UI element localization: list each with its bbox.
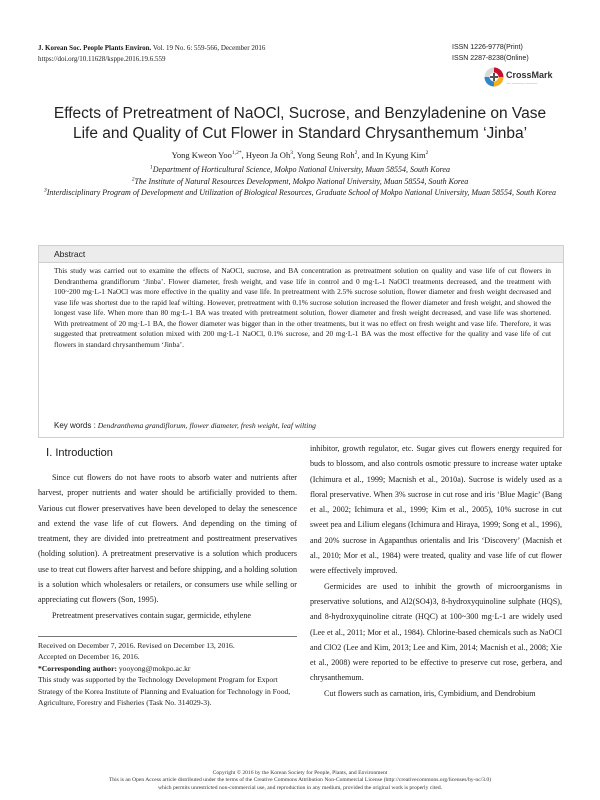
journal-name: J. Korean Soc. People Plants Environ. (38, 44, 152, 52)
crossmark-label: CrossMark (506, 70, 553, 80)
license-line-1: This is an Open Access article distributed under the terms of the Creative Commons Attribution Non-Commercial License (http://creativecommons.org/licenses/by-nc/3.0) (108, 777, 492, 784)
keywords-list: Dendranthema grandiflorum, flower diameter, fresh weight, leaf wilting (97, 421, 316, 430)
crossmark-badge[interactable] (484, 66, 556, 90)
affiliations (36, 164, 564, 199)
author-4: In Kyung Kim (376, 150, 426, 160)
affiliation-2-text: The Institute of Natural Resources Development, Mokpo National University, Muan 58554, South Korea (134, 176, 469, 186)
intro-paragraph-4: Germicides are used to inhibit the growth of microorganisms in preservative solutions, and Al2(SO4)3, 8-hydroxyquinoline sulphate (HQS), and 8-hydroxyquinoline citrate (HQC) at 100~300 mg·L-1 are widely used (Lee et al., 2011; Mor et al., 1984). Chlorine-based chemicals such as NaOCl and ClO2 (Lee and Kim, 2013; Lee and Kim, 2014; Macnish et al., 2008; Xie et al., 2008) were reported to be effective to preserve cut rose, gerbera, and chrysanthemum. (310, 581, 562, 683)
right-column (310, 441, 562, 701)
author-2-sup: 3 (290, 150, 293, 157)
author-1-sup: 1,2* (231, 150, 242, 157)
affiliation-2-sup: 2 (131, 175, 135, 182)
abstract-box (38, 245, 564, 438)
crossmark-sub: — ——— ——— (507, 80, 538, 85)
issn-online: ISSN 2287-8238(Online) (452, 55, 529, 62)
license-line-2: which permits unrestricted non-commercial use, and reproduction in any medium, provided the original work is properly cited. (157, 784, 443, 791)
author-list (30, 150, 570, 160)
accepted-date: Accepted on December 16, 2016. (38, 652, 140, 662)
author-3: Yong Seung Roh (296, 150, 355, 160)
abstract-header (39, 246, 563, 263)
affiliation-2 (36, 176, 564, 188)
affiliation-3-sup: 3 (44, 187, 47, 194)
author-4-sup: 2 (425, 150, 429, 157)
author-3-sup: 2 (354, 150, 358, 157)
affiliation-3 (36, 187, 564, 199)
footnotes (38, 640, 297, 708)
affiliation-1 (36, 164, 564, 176)
funding-note: This study was supported by the Technology Development Program for Export Strategy of the Korea Institute of Planning and Evaluation for Technology in Food, Agriculture, Forestry and Fisheries (Task No. 314029-3). (38, 675, 291, 708)
issn-print: ISSN 1226-9778(Print) (452, 44, 523, 51)
title-line-1: Effects of Pretreatment of NaOCl, Sucrose, and Benzyladenine on Vase (53, 105, 547, 122)
author-sep: , (241, 150, 246, 160)
footnote-divider (38, 636, 297, 637)
journal-citation (38, 43, 265, 53)
intro-paragraph-2: Pretreatment preservatives contain sugar, germicide, ethylene (52, 610, 252, 620)
corresponding-label: *Corresponding author: (38, 663, 117, 673)
doi-link[interactable]: https://doi.org/10.11628/ksppe.2016.19.6.559 (38, 55, 166, 63)
author-sep: , and (357, 150, 377, 160)
affiliation-3-text: Interdisciplinary Program of Development and Utilization of Biological Resources, Graduate School of Mokpo National University, Muan 58554, South Korea (46, 188, 556, 197)
intro-paragraph-5: Cut flowers such as carnation, iris, Cymbidium, and Dendrobium (324, 688, 536, 698)
copyright-notice (30, 770, 570, 792)
keywords-label: Key words : (54, 421, 96, 430)
author-1: Yong Kweon Yoo (171, 150, 232, 160)
author-sep: , (292, 150, 297, 160)
affiliation-1-sup: 1 (150, 164, 153, 171)
keywords (54, 421, 554, 430)
received-date: Received on December 7, 2016. Revised on December 13, 2016. (38, 641, 235, 650)
copyright-line: Copyright © 2016 by the Korean Society for People, Plants, and Environment (212, 770, 388, 776)
journal-volume: Vol. 19 No. 6: 559-566, December 2016 (151, 44, 266, 52)
intro-paragraph-1: Since cut flowers do not have roots to absorb water and nutrients after harvest, proper nutrients and water should be artificially provided to them. Various cut flower preservatives have been developed to delay the senescence and extend the vase life of cut flowers. And depending on the timing of treatment, they are divided into pretreatment and posttreatment preservatives (holding solution). A pretreatment preservative is a solution which producers use to treat cut flowers after harvest and before shipping, and a holding solution is a solution which wholesalers or retailers, or consumers use while selling or appreciating cut flowers (Son, 1995). (38, 473, 297, 605)
intro-paragraph-3: inhibitor, growth regulator, etc. Sugar gives cut flowers energy required for buds to blossom, and also controls osmotic pressure to increase water uptake (Ichimura et al., 1999; Macnish et al., 2010a). Sucrose is widely used as a floral preservative. When 3% sucrose in cut rose and iris ‘Blue Magic’ (Bang et al., 2002; Ichimura et al., 1999; Kim et al., 2005), 10% sucrose in cut sweet pea and Lilium elegans (Ichimura and Hiraya, 1999; Song et al., 1996), and 20% sucrose in Agapanthus orientalis and Iris ‘Discovery’ (Macnish et al., 2010; Mor et al., 1984) were treated, quality and vase life of cut flower were effectively improved. (310, 444, 562, 576)
author-2: Hyeon Ja Oh (245, 150, 291, 160)
left-column (38, 470, 297, 623)
corresponding-author (38, 663, 297, 674)
abstract-text: This study was carried out to examine the effects of NaOCl, sucrose, and BA concentration as pretreatment solution on quality and vase life of cut flowers in Dendranthema grandiflorum ‘Jinba’. Flower diameter, fresh weight, and vase life in control and 0 mg·L-1 NaOCl treatments decreased, and the treatment with 100~200 mg·L-1 NaOCl was more effective in the quality and vase life. In pretreatment with 2.5% sucrose solution, flower diameter and fresh weight decreased and vase life was shortest due to the rapid leaf wilting. However, pretreatment with 0.1% sucrose solution increased the flower diameter and fresh weight, and showed the longest vase life. When more than 80 mg·L-1 BA was treated with pretreatment solution, flower diameter and fresh weight decreased, and vase life was shortened. With pretreatment of 20 mg·L-1 BA, the flower diameter was bigger than in the other treatments, but it was no effect on fresh weight and vase life. Therefore, it was suggested that pretreatment solution mixed with 200 mg·L-1 NaOCl, 0.1% sucrose, and 20 mg·L-1 BA was the most effective for the quality and vase life of cut flowers in standard chrysanthemum ‘Jinba’. (54, 266, 551, 349)
abstract-heading: Abstract (54, 249, 86, 259)
corresponding-email[interactable]: yooyong@mokpo.ac.kr (116, 663, 191, 673)
paper-title (30, 104, 570, 144)
title-line-2: Life and Quality of Cut Flower in Standard Chrysanthemum ‘Jinba’ (72, 125, 528, 142)
affiliation-1-text: Department of Horticultural Science, Mokpo National University, Muan 58554, South Korea (152, 165, 450, 174)
section-heading-introduction: Ⅰ. Introduction (46, 447, 113, 459)
crossmark-icon (484, 67, 504, 87)
